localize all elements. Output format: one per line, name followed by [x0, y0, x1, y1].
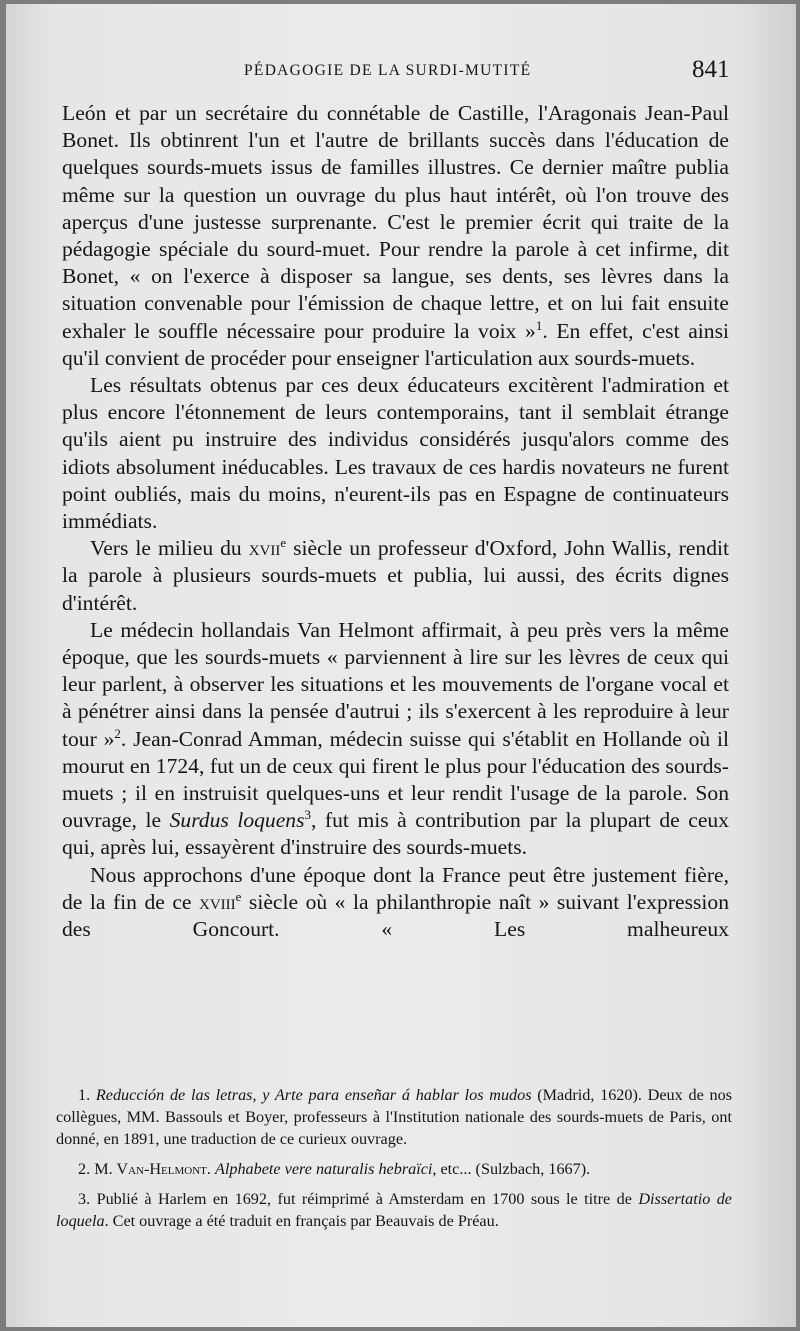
paragraph-2: Les résultats obtenus par ces deux éducateurs excitèrent l'admiration et plus encore l'étonnement de leurs contemporains, tant il semblait étrange qu'ils aient pu instruire des individus considérés jusqu'alors comme des idiots absolument inéducables. Les travaux de ces hardis novateurs ne furent point oubliés, mais du moins, n'eurent-ils pas en Espagne de continuateurs immédiats. — [62, 373, 729, 534]
paragraph-4 — [62, 617, 729, 862]
footnote-ref-3: 3 — [304, 807, 311, 823]
paragraph-5-text-a: Nous approchons d'une époque dont la France peut être justement fière, de la fin de ce — [62, 862, 729, 914]
paragraph-4-text-c: , fut mis à contribution par la plupart de ceux qui, après lui, essayèrent d'instruire des sourds-muets. — [62, 808, 729, 860]
paragraph-4-text: Le médecin hollandais Van Helmont affirmait, à peu près vers la même époque, que les sourds-muets « parviennent à lire sur les lèvres de ceux qui leur parlent, à observer les situations et les mouvements de l'organe vocal et à pénétrer ainsi dans la pensée d'autrui ; ils s'exercent à les reproduire à leur tour » — [62, 617, 729, 751]
footnote-3-text-a: Publié à Harlem en 1692, fut réimprimé à Amsterdam en 1700 sous le titre de — [96, 1190, 639, 1208]
century-suffix: e — [280, 535, 287, 551]
footnote-1 — [56, 1084, 732, 1150]
footnote-ref-1: 1 — [535, 317, 543, 333]
body-text — [62, 100, 729, 943]
book-title-surdus-loquens: Surdus loquens — [169, 808, 305, 833]
footnote-2 — [56, 1158, 732, 1180]
paragraph-3-text-b: siècle un professeur d'Oxford, John Wallis, rendit la parole à plusieurs sourds-muets et publia, lui aussi, des écrits dignes d'intérêt. — [62, 536, 729, 615]
page-header — [6, 56, 796, 90]
footnote-3-text-b: . Cet ouvrage a été traduit en français par Beauvais de Préau. — [104, 1212, 499, 1230]
paragraph-5-text-b: siècle où « la philanthropie naît » suivant l'expression des Goncourt. « Les malheureux — [62, 889, 729, 942]
running-title: PÉDAGOGIE DE LA SURDI-MUTITÉ — [244, 62, 532, 79]
footnote-2-title: Alphabete vere naturalis hebraïci — [214, 1160, 433, 1178]
footnote-2-author: M. Van-Helmont. — [94, 1160, 211, 1178]
footnote-3-number: 3. — [78, 1190, 91, 1208]
century-suffix-2: e — [235, 888, 242, 904]
paragraph-4-text-b: . Jean-Conrad Amman, médecin suisse qui s'établit en Hollande où il mourut en 1724, fut un de ceux qui firent le plus pour l'éducation des sourds-muets ; il en instruisit quelques-uns et leur rendit l'usage de la parole. Son ouvrage, le — [62, 726, 730, 833]
paragraph-1 — [62, 100, 729, 372]
footnote-1-number: 1. — [78, 1086, 91, 1104]
paragraph-5 — [62, 862, 729, 944]
footnote-3 — [56, 1188, 732, 1232]
century-numeral-2: xviii — [199, 889, 236, 914]
paragraph-3 — [62, 535, 729, 617]
footnotes — [56, 1084, 732, 1240]
footnote-1-text: (Madrid, 1620). Deux de nos collègues, MM. Bassouls et Boyer, professeurs à l'Institution nationale des sourds-muets de Paris, ont donné, en 1891, une traduction de ce curieux ouvrage. — [56, 1086, 732, 1148]
footnote-2-number: 2. — [78, 1160, 91, 1178]
footnote-3-title: Dissertatio de loquela — [56, 1190, 732, 1230]
paragraph-1-text: León et par un secrétaire du connétable de Castille, l'Aragonais Jean-Paul Bonet. Ils obtinrent l'un et l'autre de brillants succès dans l'éducation de quelques sourds-muets issus de familles illustres. Ce dernier maître publia même sur la question un ouvrage du plus haut intérêt, où l'on trouve des aperçus d'une justesse surprenante. C'est le premier écrit qui traite de la pédagogie spéciale du sourd-muet. Pour rendre la parole à cet infirme, dit Bonet, « on l'exerce à disposer sa langue, ses dents, ses lèvres dans la situation convenable pour l'émission de chaque lettre, et on lui fait ensuite exhaler le souffle nécessaire pour produire la voix » — [62, 101, 729, 343]
footnote-2-text: , etc... (Sulzbach, 1667). — [432, 1160, 591, 1178]
century-numeral: xvii — [248, 536, 281, 561]
footnote-1-title: Reducción de las letras, y Arte para enseñar á hablar los mudos — [95, 1086, 532, 1104]
paragraph-3-text-a: Vers le milieu du — [90, 536, 249, 561]
paragraph-1-end: . En effet, c'est ainsi qu'il convient de procéder pour enseigner l'articulation aux sourds-muets. — [62, 318, 729, 370]
page-number: 841 — [692, 56, 730, 83]
book-page — [6, 4, 796, 1327]
footnote-ref-2: 2 — [114, 725, 121, 741]
